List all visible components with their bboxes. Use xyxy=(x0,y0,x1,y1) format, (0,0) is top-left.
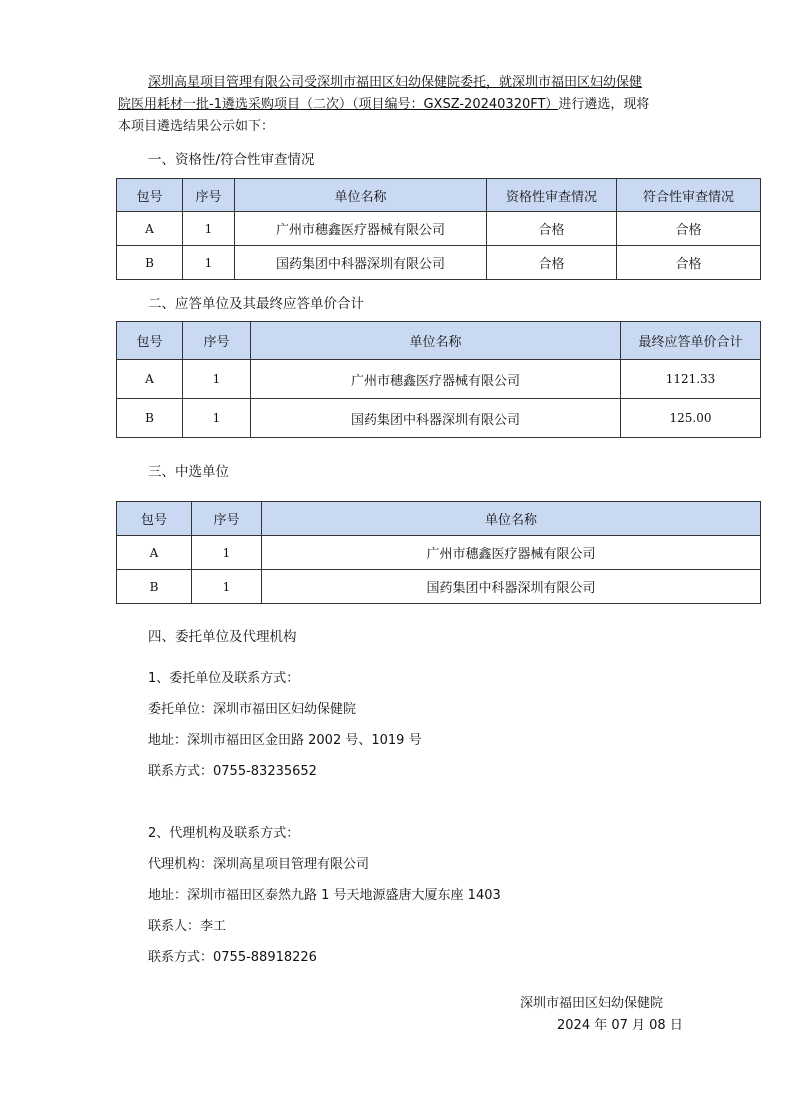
table-row xyxy=(117,360,761,399)
client-contact: 联系方式：0755-83235652 xyxy=(148,764,317,779)
cell-package: B xyxy=(117,246,183,280)
header-company: 单位名称 xyxy=(262,502,761,536)
cell-package: B xyxy=(117,399,183,438)
table-row xyxy=(117,246,761,280)
cell-seq: 1 xyxy=(183,246,235,280)
qualification-table xyxy=(116,178,761,280)
cell-company: 国药集团中科器深圳有限公司 xyxy=(251,399,621,438)
project-name: 院医用耗材一批-1遴选采购项目（二次）（项目编号：GXSZ-20240320FT） xyxy=(118,97,559,112)
intro-line-1: 深圳高星项目管理有限公司受深圳市福田区妇幼保健院委托，就深圳市福田区妇幼保健 xyxy=(148,75,643,90)
agency-name: 代理机构：深圳高星项目管理有限公司 xyxy=(148,857,370,872)
cell-seq: 1 xyxy=(183,399,251,438)
client-heading: 1、委托单位及联系方式： xyxy=(148,671,300,686)
header-company: 单位名称 xyxy=(235,179,487,212)
client-address: 地址：深圳市福田区金田路 2002 号、1019 号 xyxy=(148,733,422,748)
header-compliance: 符合性审查情况 xyxy=(617,179,761,212)
header-seq: 序号 xyxy=(183,179,235,212)
cell-qualification: 合格 xyxy=(487,212,617,246)
client-name: 委托单位：深圳市福田区妇幼保健院 xyxy=(148,702,357,717)
cell-company: 国药集团中科器深圳有限公司 xyxy=(262,570,761,604)
agency-contact: 联系方式：0755-88918226 xyxy=(148,950,317,965)
intro-line-2-tail: 进行遴选，现将 xyxy=(558,97,650,112)
cell-package: A xyxy=(117,536,192,570)
cell-package: A xyxy=(117,360,183,399)
cell-package: B xyxy=(117,570,192,604)
cell-seq: 1 xyxy=(192,536,262,570)
cell-total-price: 125.00 xyxy=(621,399,761,438)
header-package: 包号 xyxy=(117,502,192,536)
intro-paragraph xyxy=(118,72,678,138)
cell-compliance: 合格 xyxy=(617,212,761,246)
table-row xyxy=(117,399,761,438)
section3-title: 三、中选单位 xyxy=(148,464,229,480)
cell-total-price: 1121.33 xyxy=(621,360,761,399)
selected-units-table xyxy=(116,501,761,604)
agency-address: 地址：深圳市福田区泰然九路 1 号天地源盛唐大厦东座 1403 xyxy=(148,888,501,903)
cell-qualification: 合格 xyxy=(487,246,617,280)
cell-compliance: 合格 xyxy=(617,246,761,280)
bid-price-table xyxy=(116,321,761,438)
table-row xyxy=(117,536,761,570)
cell-seq: 1 xyxy=(183,360,251,399)
cell-company: 广州市穗鑫医疗器械有限公司 xyxy=(262,536,761,570)
header-seq: 序号 xyxy=(183,322,251,360)
agency-heading: 2、代理机构及联系方式： xyxy=(148,826,300,841)
agency-person: 联系人：李工 xyxy=(148,919,227,934)
intro-line-2 xyxy=(118,94,678,116)
table-row xyxy=(117,570,761,604)
header-package: 包号 xyxy=(117,179,183,212)
cell-company: 广州市穗鑫医疗器械有限公司 xyxy=(251,360,621,399)
table-header-row xyxy=(117,322,761,360)
table-header-row xyxy=(117,179,761,212)
cell-package: A xyxy=(117,212,183,246)
header-total-price: 最终应答单价合计 xyxy=(621,322,761,360)
cell-seq: 1 xyxy=(183,212,235,246)
signature-org: 深圳市福田区妇幼保健院 xyxy=(520,996,664,1011)
header-qualification: 资格性审查情况 xyxy=(487,179,617,212)
header-company: 单位名称 xyxy=(251,322,621,360)
intro-line-3: 本项目遴选结果公示如下： xyxy=(118,119,275,134)
cell-company: 国药集团中科器深圳有限公司 xyxy=(235,246,487,280)
section2-title: 二、应答单位及其最终应答单价合计 xyxy=(148,296,364,312)
table-row xyxy=(117,212,761,246)
table-header-row xyxy=(117,502,761,536)
header-package: 包号 xyxy=(117,322,183,360)
cell-company: 广州市穗鑫医疗器械有限公司 xyxy=(235,212,487,246)
header-seq: 序号 xyxy=(192,502,262,536)
section1-title: 一、资格性/符合性审查情况 xyxy=(148,152,315,168)
signature-date: 2024 年 07 月 08 日 xyxy=(557,1018,683,1033)
section4-title: 四、委托单位及代理机构 xyxy=(148,629,297,645)
cell-seq: 1 xyxy=(192,570,262,604)
